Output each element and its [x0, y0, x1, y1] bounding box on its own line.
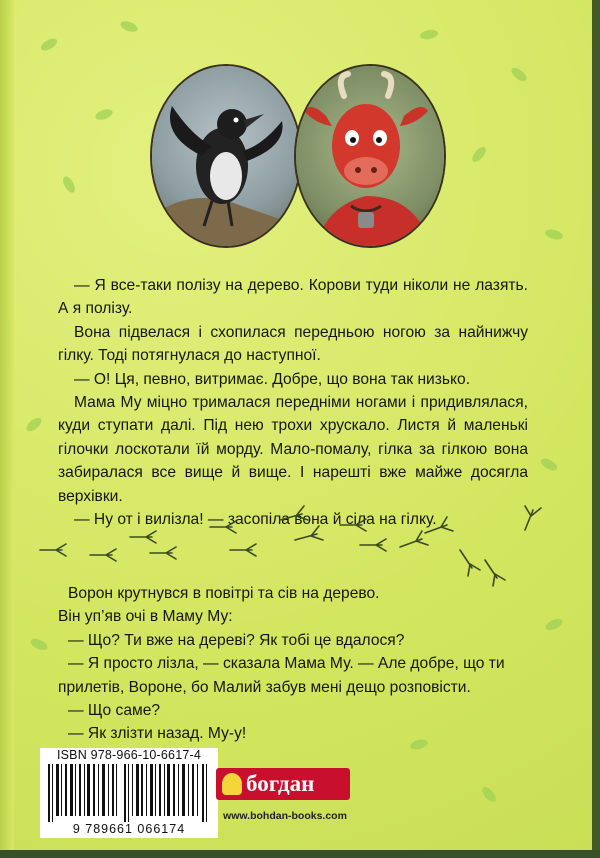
leaf-decoration	[419, 29, 438, 41]
publisher-website: www.bohdan-books.com	[223, 810, 347, 822]
book-edge-right	[592, 0, 600, 858]
book-spine-shadow	[0, 0, 14, 850]
leaf-decoration	[39, 36, 59, 53]
isbn-text: ISBN 978-966-10-6617-4	[56, 748, 202, 762]
barcode-box	[40, 748, 218, 838]
story-paragraph: — Я просто лізла, — сказала Мама Му. — Але добре, що ти прилетів, Вороне, бо Малий забув мені дещо розповісти.	[58, 655, 505, 696]
story-paragraph: — О! Ця, певно, витримає. Добре, що вона так низько.	[74, 370, 471, 388]
leaf-decoration	[544, 228, 564, 241]
story-paragraph: — Ну от і вилізла! — засопіла вона й сіла на гілку.	[74, 511, 437, 529]
leaf-decoration	[29, 637, 49, 653]
barcode-number: 9 789661 066174	[72, 822, 186, 836]
leaf-decoration	[480, 785, 498, 805]
story-paragraph: — Як злізти назад. Му-у!	[68, 725, 247, 743]
story-paragraph: — Що саме?	[68, 702, 161, 720]
publisher-name: богдан	[246, 771, 315, 796]
leaf-decoration	[544, 617, 564, 633]
story-text-top	[58, 274, 528, 531]
leaf-decoration	[94, 107, 114, 122]
leaf-decoration	[539, 456, 559, 473]
publisher-emblem-icon	[222, 773, 242, 795]
publisher-logo	[216, 768, 350, 800]
cow-illustration	[296, 66, 444, 246]
story-paragraph: — Я все-таки полізу на дерево. Корови туди ніколи не лазять. А я полізу.	[58, 277, 528, 318]
story-paragraph: Мама Му міцно трималася передніми ногами і придивлялася, куди ступати далі. Під нею трохи хрускало. Листя й маленькі гілочки лоскотали їй морду. Мало-помалу, гілка за гілкою вона забиралася все вище й вище. І нарешті вже майже досягла верхівки.	[58, 394, 528, 505]
story-text-bottom	[58, 582, 528, 746]
barcode-icon	[46, 764, 212, 822]
story-paragraph: Вона підвелася і схопилася передньою ногою за найнижчу гілку. Тоді потягнулася до наступної.	[58, 323, 528, 365]
leaf-decoration	[61, 174, 78, 194]
leaf-decoration	[24, 415, 44, 433]
leaf-decoration	[509, 65, 529, 83]
story-paragraph: — Що? Ти вже на дереві? Як тобі це вдалося?	[68, 631, 405, 649]
book-edge-bottom	[0, 850, 600, 858]
bird-tracks-decoration	[30, 505, 570, 590]
story-paragraph: Ворон крутнувся в повітрі та сів на дерево.	[68, 585, 380, 602]
leaf-decoration	[470, 145, 488, 165]
leaf-decoration	[119, 19, 139, 34]
story-paragraph: Він уп’яв очі в Маму Му:	[58, 608, 233, 626]
crow-illustration	[152, 66, 300, 246]
